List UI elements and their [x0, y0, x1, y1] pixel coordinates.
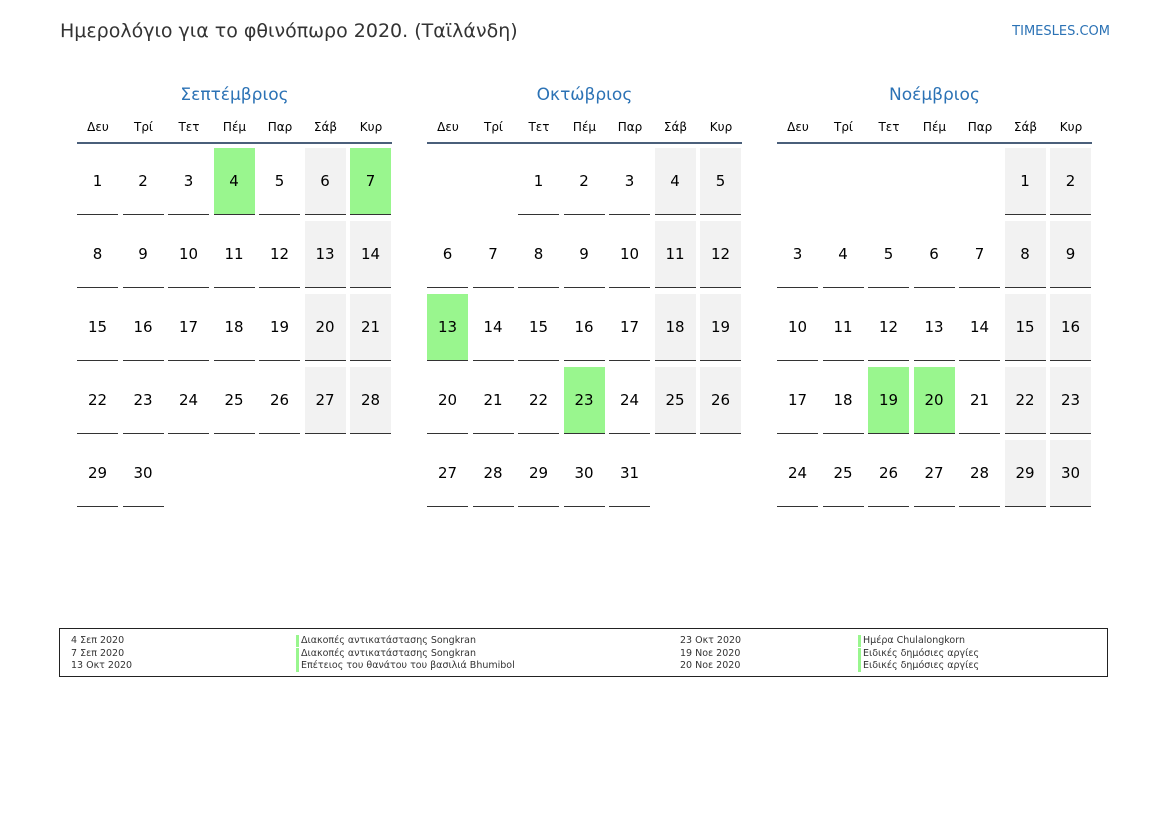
day-cell[interactable]: 8	[77, 221, 118, 288]
day-cell[interactable]: 30	[123, 440, 164, 507]
weekday-label: Τρί	[483, 120, 503, 134]
day-cell[interactable]: 14	[473, 294, 514, 361]
weekday-label: Δευ	[437, 120, 459, 134]
day-cell[interactable]: 8	[518, 221, 559, 288]
day-cell[interactable]: 20	[305, 294, 346, 361]
day-cell[interactable]: 25	[214, 367, 255, 434]
day-cell[interactable]: 29	[518, 440, 559, 507]
day-cell[interactable]: 17	[609, 294, 650, 361]
day-cell[interactable]: 4	[214, 148, 255, 215]
day-cell[interactable]: 2	[564, 148, 605, 215]
day-cell[interactable]: 30	[564, 440, 605, 507]
day-cell[interactable]: 1	[518, 148, 559, 215]
day-cell[interactable]: 5	[700, 148, 741, 215]
day-cell[interactable]: 13	[914, 294, 955, 361]
weekday-label: Πέμ	[222, 120, 247, 134]
day-cell[interactable]: 26	[259, 367, 300, 434]
weekday-label: Κυρ	[359, 120, 383, 134]
weekday-label: Παρ	[267, 120, 293, 134]
day-cell[interactable]: 15	[1005, 294, 1046, 361]
day-cell[interactable]: 29	[77, 440, 118, 507]
day-cell[interactable]: 9	[1050, 221, 1091, 288]
weekday-label: Παρ	[967, 120, 993, 134]
day-cell[interactable]: 19	[259, 294, 300, 361]
day-cell[interactable]: 23	[123, 367, 164, 434]
legend-holiday-name: Ημέρα Chulalongkorn	[858, 635, 965, 646]
weekday-label: Κυρ	[1059, 120, 1083, 134]
day-cell[interactable]: 21	[473, 367, 514, 434]
day-cell[interactable]: 10	[777, 294, 818, 361]
day-cell[interactable]: 12	[868, 294, 909, 361]
day-cell[interactable]: 10	[168, 221, 209, 288]
weekday-label: Δευ	[87, 120, 109, 134]
day-cell[interactable]: 1	[1005, 148, 1046, 215]
legend-holiday-name: Ειδικές δημόσιες αργίες	[858, 648, 979, 659]
month-calendar	[427, 84, 742, 482]
day-cell[interactable]: 7	[959, 221, 1000, 288]
day-cell[interactable]: 7	[350, 148, 391, 215]
day-cell[interactable]: 3	[609, 148, 650, 215]
day-cell[interactable]: 4	[655, 148, 696, 215]
day-cell[interactable]: 17	[777, 367, 818, 434]
day-cell[interactable]: 24	[168, 367, 209, 434]
day-cell[interactable]: 13	[305, 221, 346, 288]
day-cell[interactable]: 5	[259, 148, 300, 215]
day-cell[interactable]: 29	[1005, 440, 1046, 507]
day-cell[interactable]: 19	[700, 294, 741, 361]
day-cell[interactable]: 31	[609, 440, 650, 507]
legend-holiday-name: Διακοπές αντικατάστασης Songkran	[296, 648, 476, 659]
day-cell[interactable]: 2	[123, 148, 164, 215]
day-cell[interactable]: 15	[77, 294, 118, 361]
day-cell[interactable]: 26	[868, 440, 909, 507]
day-cell[interactable]: 9	[564, 221, 605, 288]
day-cell[interactable]: 18	[655, 294, 696, 361]
day-cell[interactable]: 28	[959, 440, 1000, 507]
day-cell[interactable]: 8	[1005, 221, 1046, 288]
day-cell[interactable]: 16	[564, 294, 605, 361]
day-cell[interactable]: 19	[868, 367, 909, 434]
month-calendar	[777, 84, 1092, 482]
legend-date: 7 Σεπ 2020	[71, 647, 125, 659]
holiday-legend	[59, 628, 1108, 677]
day-cell[interactable]: 5	[868, 221, 909, 288]
month-title: Νοέμβριος	[889, 85, 980, 105]
weekday-header	[777, 118, 1092, 144]
day-cell[interactable]: 21	[959, 367, 1000, 434]
day-cell[interactable]: 10	[609, 221, 650, 288]
weekday-label: Τετ	[878, 120, 900, 134]
weekday-label: Τετ	[528, 120, 550, 134]
month-title: Σεπτέμβριος	[180, 85, 289, 105]
weekday-label: Τρί	[133, 120, 153, 134]
day-cell[interactable]: 27	[305, 367, 346, 434]
day-cell[interactable]: 18	[214, 294, 255, 361]
weekday-label: Σάβ	[1013, 120, 1038, 134]
day-cell[interactable]: 9	[123, 221, 164, 288]
day-cell[interactable]: 23	[1050, 367, 1091, 434]
legend-holiday-name: Επέτειος του θανάτου του βασιλιά Bhumibol	[296, 660, 515, 671]
day-cell[interactable]: 27	[427, 440, 468, 507]
day-cell[interactable]: 22	[77, 367, 118, 434]
day-cell[interactable]: 13	[427, 294, 468, 361]
weekday-label: Σάβ	[663, 120, 688, 134]
day-cell[interactable]: 16	[123, 294, 164, 361]
day-cell[interactable]: 18	[823, 367, 864, 434]
site-link[interactable]: TIMESLES.COM	[1012, 24, 1110, 39]
day-cell[interactable]: 22	[1005, 367, 1046, 434]
weekday-label: Παρ	[617, 120, 643, 134]
legend-holiday-name: Διακοπές αντικατάστασης Songkran	[296, 635, 476, 646]
day-cell[interactable]: 27	[914, 440, 955, 507]
day-cell[interactable]: 12	[259, 221, 300, 288]
day-cell[interactable]: 12	[700, 221, 741, 288]
day-cell[interactable]: 23	[564, 367, 605, 434]
legend-holiday-name: Ειδικές δημόσιες αργίες	[858, 660, 979, 671]
day-cell[interactable]: 16	[1050, 294, 1091, 361]
day-cell[interactable]: 28	[350, 367, 391, 434]
legend-date: 20 Νοε 2020	[680, 660, 741, 671]
day-cell[interactable]: 3	[168, 148, 209, 215]
day-cell[interactable]: 11	[823, 294, 864, 361]
day-cell[interactable]: 14	[959, 294, 1000, 361]
day-cell[interactable]: 28	[473, 440, 514, 507]
legend-date: 4 Σεπ 2020	[71, 635, 125, 646]
day-cell[interactable]: 3	[777, 221, 818, 288]
day-cell[interactable]: 14	[350, 221, 391, 288]
weekday-label: Δευ	[787, 120, 809, 134]
month-calendar	[77, 84, 392, 482]
day-cell[interactable]: 11	[655, 221, 696, 288]
weekday-label: Κυρ	[709, 120, 733, 134]
day-cell[interactable]: 24	[777, 440, 818, 507]
day-cell[interactable]: 6	[914, 221, 955, 288]
legend-date: 13 Οκτ 2020	[71, 660, 133, 671]
weekday-label: Τρί	[833, 120, 853, 134]
day-cell[interactable]: 6	[305, 148, 346, 215]
day-cell[interactable]: 21	[350, 294, 391, 361]
day-cell[interactable]: 20	[427, 367, 468, 434]
day-cell[interactable]: 2	[1050, 148, 1091, 215]
day-cell[interactable]: 6	[427, 221, 468, 288]
day-cell[interactable]: 20	[914, 367, 955, 434]
day-cell[interactable]: 1	[77, 148, 118, 215]
day-cell[interactable]: 7	[473, 221, 514, 288]
day-cell[interactable]: 17	[168, 294, 209, 361]
day-cell[interactable]: 22	[518, 367, 559, 434]
weekday-label: Τετ	[178, 120, 200, 134]
day-cell[interactable]: 11	[214, 221, 255, 288]
weekday-label: Πέμ	[922, 120, 947, 134]
weekday-label: Σάβ	[313, 120, 338, 134]
legend-date: 19 Νοε 2020	[680, 647, 741, 659]
day-cell[interactable]: 4	[823, 221, 864, 288]
day-cell[interactable]: 30	[1050, 440, 1091, 507]
day-cell[interactable]: 15	[518, 294, 559, 361]
month-title: Οκτώβριος	[536, 85, 633, 105]
day-cell[interactable]: 24	[609, 367, 650, 434]
day-cell[interactable]: 25	[655, 367, 696, 434]
weekday-label: Πέμ	[572, 120, 597, 134]
day-cell[interactable]: 25	[823, 440, 864, 507]
page-title: Ημερολόγιο για το φθινόπωρο 2020. (Ταϊλάνδη)	[60, 20, 518, 42]
weekday-header	[77, 118, 392, 144]
day-cell[interactable]: 26	[700, 367, 741, 434]
legend-date: 23 Οκτ 2020	[680, 635, 742, 646]
weekday-header	[427, 118, 742, 144]
